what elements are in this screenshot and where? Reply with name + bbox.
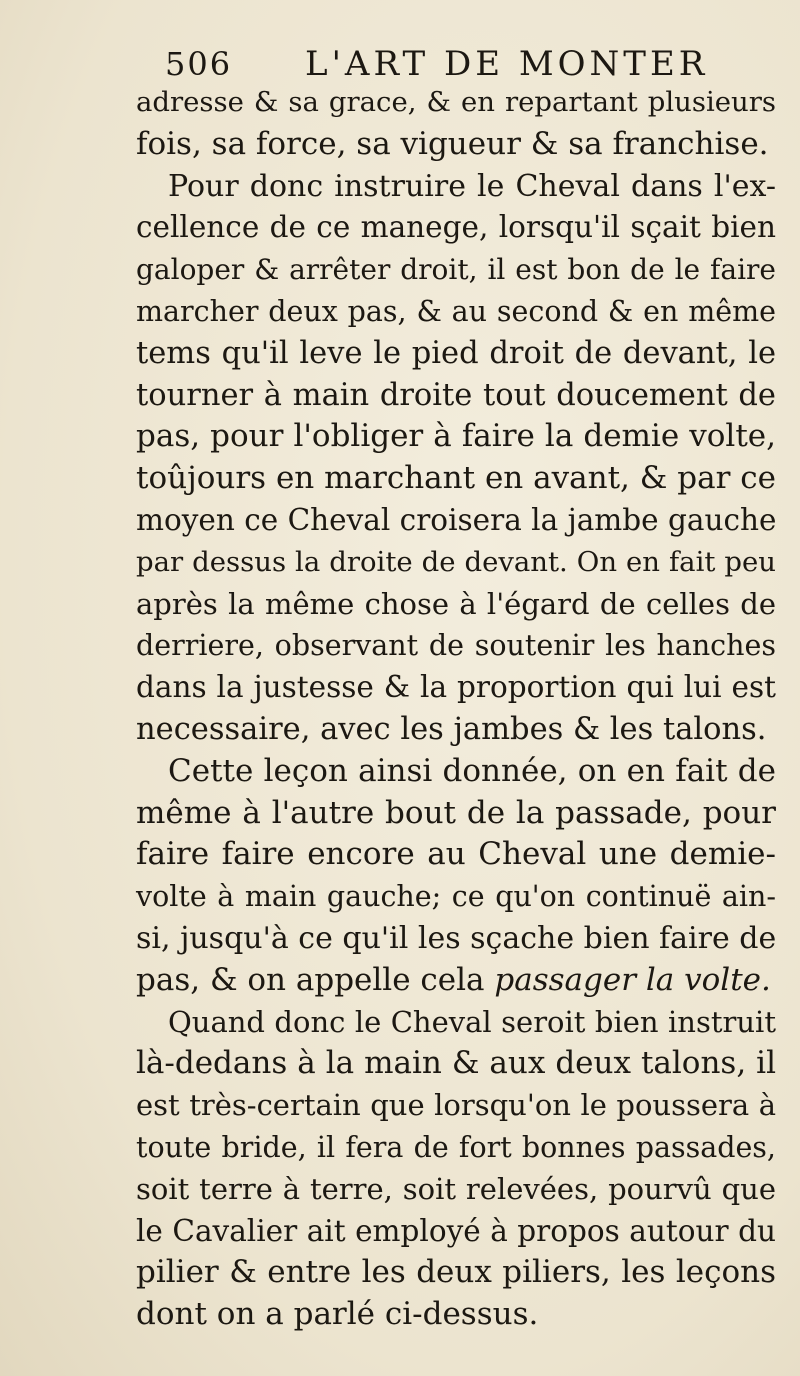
text-line: [136, 960, 776, 1002]
text-line: tems qu'il leve le pied droit de devant, le: [136, 335, 776, 371]
text-line: moyen ce Cheval croisera la jambe gauche: [136, 502, 777, 537]
text-line: après la même chose à l'égard de celles de: [136, 586, 776, 621]
text-line: Quand donc le Cheval seroit bien instruit: [168, 1004, 776, 1039]
text-line: dont on a parlé ci-dessus.: [136, 1296, 539, 1333]
text-line: marcher deux pas, & au second & en même: [136, 294, 776, 328]
page-number: 506: [165, 45, 233, 83]
text-line: Cette leçon ainsi donnée, on en fait de: [168, 752, 776, 789]
paragraph-2: [136, 166, 776, 751]
text-line-prefix: pas, & on appelle cela: [136, 961, 495, 998]
text-line: par dessus la droite de devant. On en fait peu: [136, 545, 776, 578]
text-line: fois, sa force, sa vigueur & sa franchise.: [136, 125, 769, 162]
italic-term: passager la volte.: [494, 961, 771, 998]
text-line: cellence de ce manege, lorsqu'il sçait bien: [136, 210, 776, 245]
text-line: là-dedans à la main & aux deux talons, il: [136, 1045, 776, 1082]
text-line: necessaire, avec les jambes & les talons.: [136, 711, 767, 747]
text-line: toûjours en marchant en avant, & par ce: [136, 460, 776, 497]
text-line: pas, pour l'obliger à faire la demie volte,: [136, 418, 776, 455]
paragraph-4: [136, 1002, 776, 1336]
text-line: pilier & entre les deux piliers, les leçons: [136, 1254, 776, 1291]
text-line: est très-certain que lorsqu'on le poussera à: [136, 1088, 776, 1123]
running-title: L'ART DE MONTER: [305, 44, 709, 84]
text-line: volte à main gauche; ce qu'on continuë ain-: [136, 880, 776, 914]
text-line: adresse & sa grace, & en repartant plusieurs: [136, 86, 776, 118]
text-line: si, jusqu'à ce qu'il les sçache bien faire de: [136, 920, 777, 956]
text-line: faire faire encore au Cheval une demie-: [136, 836, 776, 873]
body-text: [136, 82, 776, 1336]
text-line: même à l'autre bout de la passade, pour: [136, 794, 776, 831]
text-line: tourner à main droite tout doucement de: [136, 377, 776, 413]
text-line: toute bride, il fera de fort bonnes passades,: [136, 1130, 776, 1164]
text-line: le Cavalier ait employé à propos autour du: [136, 1213, 776, 1248]
text-line: dans la justesse & la proportion qui lui est: [136, 670, 776, 705]
text-line: galoper & arrêter droit, il est bon de le faire: [136, 253, 776, 287]
text-line: Pour donc instruire le Cheval dans l'ex-: [168, 168, 776, 204]
paragraph-1: [136, 82, 776, 166]
paragraph-3: [136, 751, 776, 1002]
text-line: derriere, observant de soutenir les hanches: [136, 629, 776, 663]
text-line: soit terre à terre, soit relevées, pourvû que: [136, 1171, 776, 1206]
